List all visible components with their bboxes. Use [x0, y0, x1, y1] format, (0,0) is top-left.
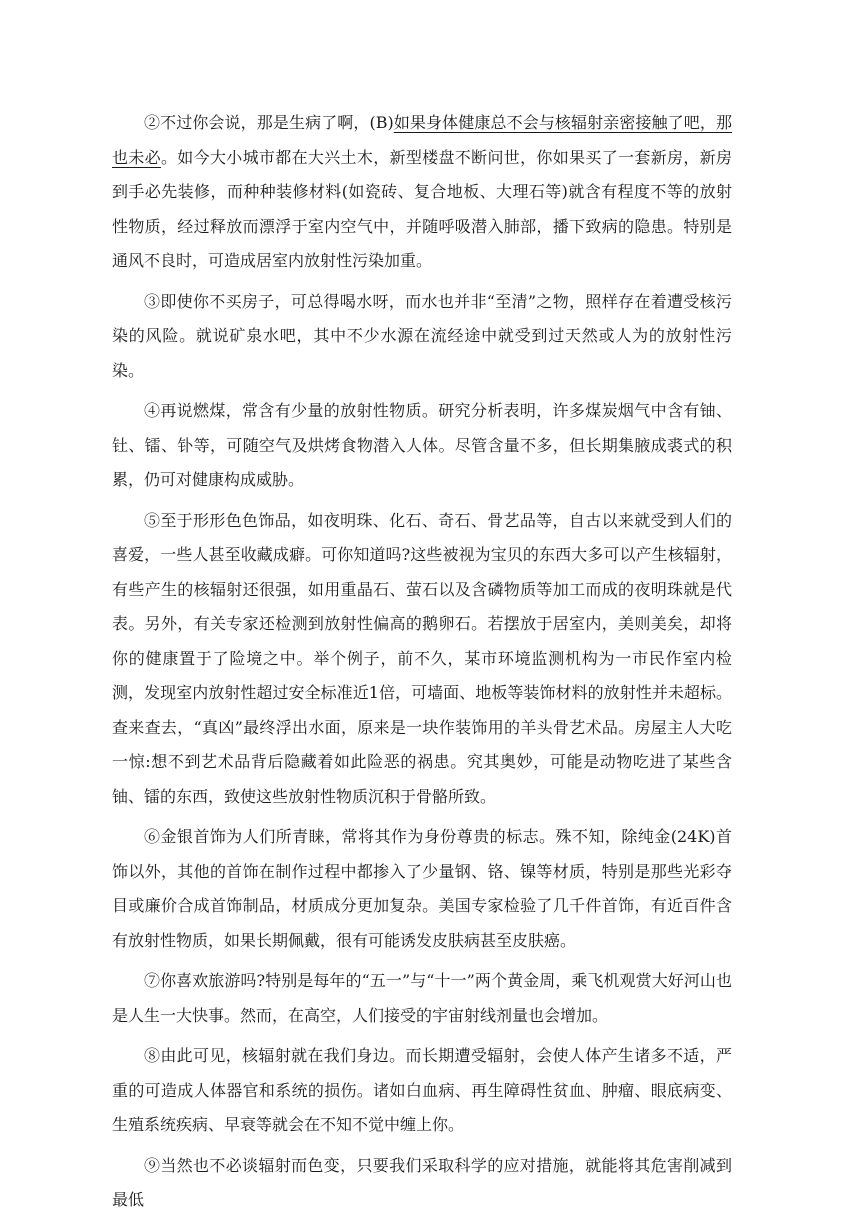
- paragraph-2-rest: 。如今大小城市都在大兴土木，新型楼盘不断问世，你如果买了一套新房，新房到手必先装修，而种种装修材料(如瓷砖、复合地板、大理石等)就含有程度不等的放射性物质，经过释放而漂浮于室内空气中，并随呼吸潜入肺部，播下致病的隐患。特别是通风不良时，可造成居室内放射性污染加重。: [112, 147, 732, 270]
- paragraph-4: ④再说燃煤，常含有少量的放射性物质。研究分析表明，许多煤炭烟气中含有铀、钍、镭、钋等，可随空气及烘烤食物潜入人体。尽管含量不多，但长期集腋成裘式的积累，仍可对健康构成威胁。: [112, 401, 732, 489]
- paragraph-6: ⑥金银首饰为人们所青睐，常将其作为身份尊贵的标志。殊不知，除纯金(24K)首饰以外，其他的首饰在制作过程中都掺入了少量钢、铬、镍等材质，特别是那些光彩夺目或廉价合成首饰制品，材质成分更加复杂。美国专家检验了几千件首饰，有近百件含有放射性物质，如果长期佩戴，很有可能诱发皮肤病甚至皮肤癌。: [112, 827, 732, 950]
- paragraph-7: ⑦你喜欢旅游吗?特别是每年的“五一”与“十一”两个黄金周，乘飞机观赏大好河山也是人生一大快事。然而，在高空，人们接受的宇宙射线剂量也会增加。: [112, 971, 732, 1025]
- paragraph-8: ⑧由此可见，核辐射就在我们身边。而长期遭受辐射，会使人体产生诸多不适，严重的可造成人体器官和系统的损伤。诸如白血病、再生障碍性贫血、肿瘤、眼底病变、生殖系统疾病、早衰等就会在不知不觉中缠上你。: [112, 1046, 732, 1134]
- paragraph-2-lead: ②不过你会说，那是生病了啊，(B): [144, 113, 394, 132]
- paragraph-3: ③即使你不买房子，可总得喝水呀，而水也并非“至清”之物，照样存在着遭受核污染的风险。就说矿泉水吧，其中不少水源在流经途中就受到过天然或人为的放射性污染。: [112, 291, 732, 380]
- paragraph-5: ⑤至于形形色色饰品，如夜明珠、化石、奇石、骨艺品等，自古以来就受到人们的喜爱，一些人甚至收藏成癖。可你知道吗?这些被视为宝贝的东西大多可以产生核辐射，有些产生的核辐射还很强，如用重晶石、萤石以及含磷物质等加工而成的夜明珠就是代表。另外，有关专家还检测到放射性偏高的鹅卵石。若摆放于居室内，美则美矣，却将你的健康置于了险境之中。举个例子，前不久，某市环境监测机构为一市民作室内检测，发现室内放射性超过安全标准近1倍，可墙面、地板等装饰材料的放射性并未超标。查来查去，“真凶”最终浮出水面，原来是一块作装饰用的羊头骨艺术品。房屋主人大吃一惊:想不到艺术品背后隐藏着如此险恶的祸患。究其奥妙，可能是动物吃进了某些含铀、镭的东西，致使这些放射性物质沉积于骨骼所致。: [112, 510, 732, 806]
- paragraph-9: ⑨当然也不必谈辐射而色变，只要我们采取科学的应对措施，就能将其危害削减到最低: [112, 1155, 732, 1209]
- document-body: [112, 106, 732, 1218]
- underlined-sentence-b: 如果身体健康总不会与核辐射亲密接触了吧，那也未必: [112, 113, 732, 167]
- paragraph-2: [112, 106, 732, 279]
